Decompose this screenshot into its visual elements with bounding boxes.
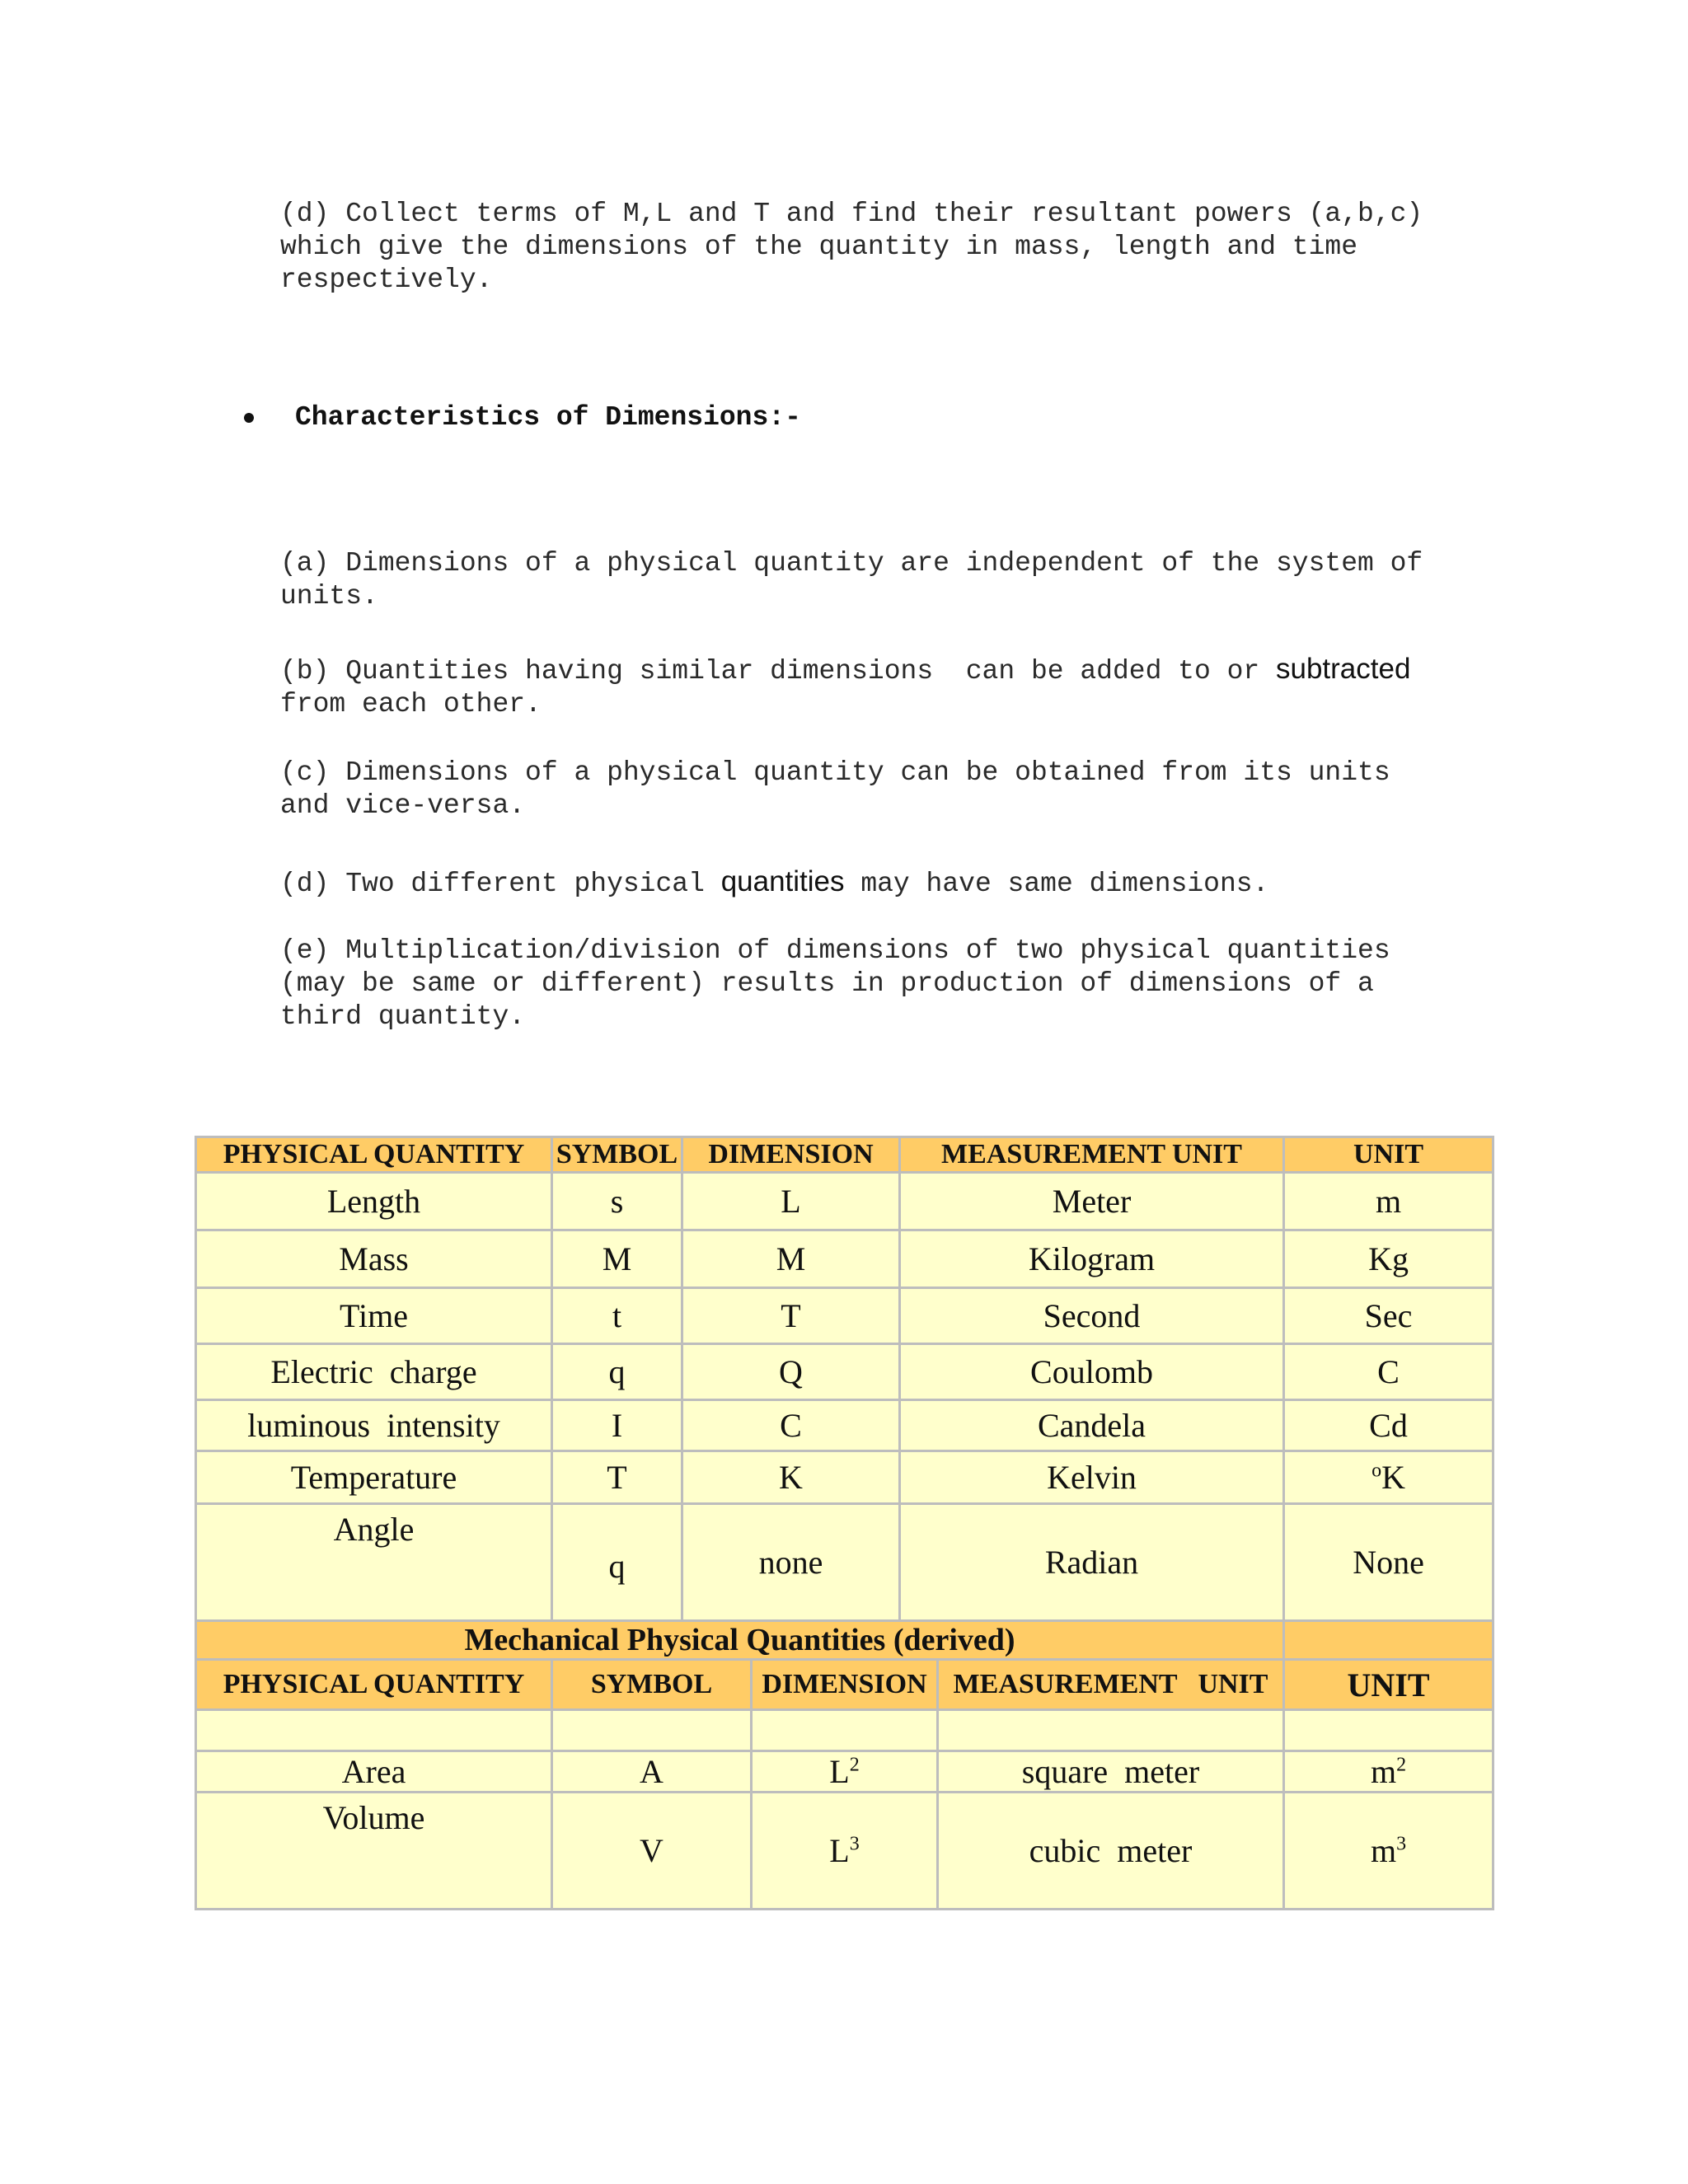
cell-symbol: t	[552, 1288, 682, 1344]
empty-row	[196, 1710, 1493, 1751]
cell-quantity: Area	[196, 1751, 552, 1793]
header2-measurement-unit: MEASUREMENT UNIT	[938, 1660, 1284, 1710]
cell-quantity: luminous intensity	[196, 1400, 552, 1451]
unit-sup: 2	[1396, 1754, 1407, 1776]
header2-symbol: SYMBOL	[552, 1660, 752, 1710]
bullet-dot-icon	[244, 413, 254, 423]
header2-physical-quantity: PHYSICAL QUANTITY	[196, 1660, 552, 1710]
section-title-empty	[1284, 1621, 1493, 1660]
unit-text: K	[1381, 1459, 1405, 1496]
header-measurement-unit: MEASUREMENT UNIT	[900, 1137, 1284, 1173]
cell-unit: None	[1284, 1504, 1493, 1621]
unit-text: m	[1370, 1832, 1397, 1869]
cell-symbol: A	[552, 1751, 752, 1793]
cell-dimension	[752, 1793, 938, 1910]
cell-dimension: L	[682, 1173, 900, 1230]
table-row	[196, 1288, 1493, 1344]
table-row	[196, 1173, 1493, 1230]
cell-measurement: Second	[900, 1288, 1284, 1344]
cell-symbol: M	[552, 1230, 682, 1288]
cell-quantity: Length	[196, 1173, 552, 1230]
cell-unit	[1284, 1751, 1493, 1793]
cell-quantity: Angle	[196, 1504, 552, 1621]
header-dimension: DIMENSION	[682, 1137, 900, 1173]
cell-dimension: K	[682, 1451, 900, 1504]
dimension-sup: 3	[849, 1833, 860, 1855]
characteristic-d-end: may have same dimensions.	[844, 869, 1269, 899]
characteristic-d	[280, 865, 1500, 901]
cell-symbol: V	[552, 1793, 752, 1910]
characteristics-heading: Characteristics of Dimensions:-	[295, 402, 801, 433]
cell-dimension	[752, 1751, 938, 1793]
table-row	[196, 1751, 1493, 1793]
cell-unit: m	[1284, 1173, 1493, 1230]
section-title: Mechanical Physical Quantities (derived)	[196, 1621, 1284, 1660]
cell-quantity: Electric charge	[196, 1344, 552, 1400]
table-row	[196, 1793, 1493, 1910]
empty-cell	[552, 1710, 752, 1751]
table-row	[196, 1344, 1493, 1400]
cell-unit	[1284, 1793, 1493, 1910]
cell-unit: C	[1284, 1344, 1493, 1400]
table-header-row	[196, 1137, 1493, 1173]
cell-measurement: Kelvin	[900, 1451, 1284, 1504]
table-header-row-2	[196, 1660, 1493, 1710]
characteristic-b-subtracted: subtracted	[1276, 653, 1411, 685]
characteristic-e: (e) Multiplication/division of dimensions of two physical quantities (may be same or different) results in production of dimensions of a third quantity.	[280, 935, 1407, 1032]
dimensions-table	[195, 1136, 1494, 1910]
header2-unit: UNIT	[1284, 1660, 1493, 1710]
dimension-text: L	[829, 1753, 850, 1790]
cell-symbol: q	[552, 1344, 682, 1400]
empty-cell	[196, 1710, 552, 1751]
characteristic-d-quantities: quantities	[720, 865, 845, 898]
cell-dimension: M	[682, 1230, 900, 1288]
header-physical-quantity: PHYSICAL QUANTITY	[196, 1137, 552, 1173]
cell-measurement: cubic meter	[938, 1793, 1284, 1910]
characteristic-b	[280, 653, 1500, 721]
cell-unit: Kg	[1284, 1230, 1493, 1288]
characteristic-a: (a) Dimensions of a physical quantity are independent of the system of units.	[280, 548, 1440, 612]
cell-measurement: Meter	[900, 1173, 1284, 1230]
cell-measurement: square meter	[938, 1751, 1284, 1793]
header-symbol: SYMBOL	[552, 1137, 682, 1173]
cell-unit	[1284, 1451, 1493, 1504]
cell-unit: Cd	[1284, 1400, 1493, 1451]
intro-paragraph-d: (d) Collect terms of M,L and T and find their resultant powers (a,b,c) which give the dimensions of the quantity in mass, length and time respectively.	[280, 199, 1440, 295]
cell-dimension: none	[682, 1504, 900, 1621]
empty-cell	[752, 1710, 938, 1751]
section-title-row	[196, 1621, 1493, 1660]
dimension-sup: 2	[849, 1754, 860, 1776]
empty-cell	[1284, 1710, 1493, 1751]
unit-text: m	[1370, 1753, 1397, 1790]
table-row	[196, 1451, 1493, 1504]
cell-symbol: I	[552, 1400, 682, 1451]
cell-measurement: Coulomb	[900, 1344, 1284, 1400]
cell-dimension: C	[682, 1400, 900, 1451]
cell-measurement: Candela	[900, 1400, 1284, 1451]
degree-sup: o	[1372, 1460, 1382, 1482]
cell-symbol: T	[552, 1451, 682, 1504]
cell-quantity: Volume	[196, 1793, 552, 1910]
table-row	[196, 1230, 1493, 1288]
characteristic-c: (c) Dimensions of a physical quantity can be obtained from its units and vice-versa.	[280, 757, 1407, 821]
table-row	[196, 1504, 1493, 1621]
cell-dimension: T	[682, 1288, 900, 1344]
unit-sup: 3	[1396, 1833, 1407, 1855]
cell-symbol: q	[552, 1504, 682, 1621]
cell-quantity: Time	[196, 1288, 552, 1344]
characteristic-b-start: (b) Quantities having similar dimensions can be added to or	[280, 656, 1276, 687]
empty-cell	[938, 1710, 1284, 1751]
cell-measurement: Kilogram	[900, 1230, 1284, 1288]
characteristic-d-start: (d) Two different physical	[280, 869, 721, 899]
dimension-text: L	[829, 1832, 850, 1869]
cell-symbol: s	[552, 1173, 682, 1230]
cell-quantity: Mass	[196, 1230, 552, 1288]
header2-dimension: DIMENSION	[752, 1660, 938, 1710]
cell-quantity: Temperature	[196, 1451, 552, 1504]
header-unit: UNIT	[1284, 1137, 1493, 1173]
cell-measurement: Radian	[900, 1504, 1284, 1621]
cell-dimension: Q	[682, 1344, 900, 1400]
table-row	[196, 1400, 1493, 1451]
cell-unit: Sec	[1284, 1288, 1493, 1344]
characteristics-bullet	[244, 402, 801, 433]
characteristic-b-end: from each other.	[280, 689, 542, 719]
